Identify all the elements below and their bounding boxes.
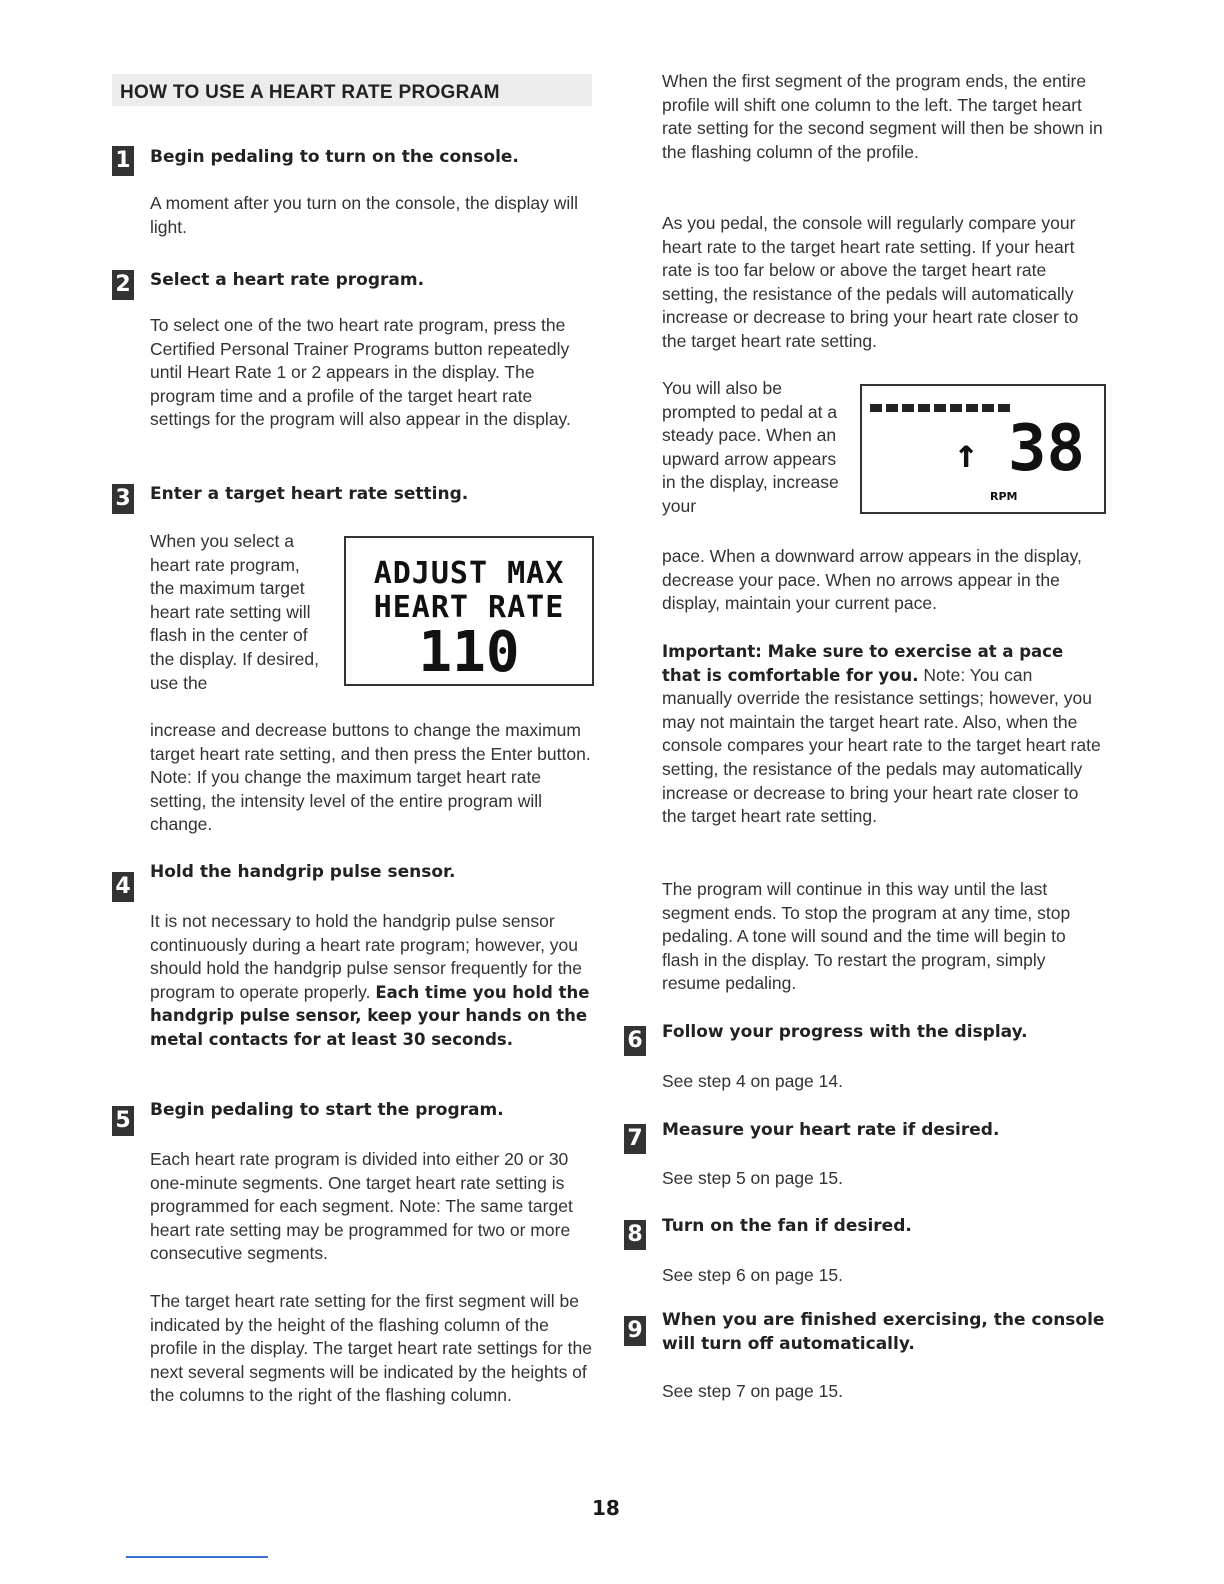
step-9-title: When you are finished exercising, the console will turn off automatically.	[662, 1310, 1105, 1354]
step-number-5: 5	[112, 1106, 134, 1136]
step-5-title: Begin pedaling to start the program.	[150, 1100, 504, 1120]
step-3-body-lead: When you select a heart rate program, the maximum target heart rate setting will flash in the center of the display. If desired, use the	[150, 531, 319, 693]
right-paragraph-3-rest: pace. When a downward arrow appears in the display, decrease your pace. When no arrows appear in the display, maintain your current pace.	[662, 546, 1082, 614]
display-line-1: ADJUST MAX	[373, 556, 565, 591]
footer-rule	[126, 1556, 268, 1558]
step-number-6: 6	[624, 1026, 646, 1056]
step-number-4: 4	[112, 872, 134, 902]
step-1-body: A moment after you turn on the console, the display will light.	[150, 193, 579, 237]
profile-bar	[870, 404, 1010, 412]
up-arrow-icon: ↑	[954, 431, 979, 477]
step-7-body: See step 5 on page 15.	[662, 1168, 843, 1188]
step-5-body-2: The target heart rate setting for the first segment will be indicated by the height of the flashing column of the profile in the display. The target heart rate settings for the next several segments will be indicated by the heights of the columns to the right of the flashing column.	[150, 1291, 592, 1406]
step-5-body: Each heart rate program is divided into either 20 or 30 one-minute segments. One target heart rate setting is programmed for each segment. Note: The same target heart rate setting may be programmed for two or more consecutive segments.	[150, 1149, 573, 1264]
step-3-title: Enter a target heart rate setting.	[150, 484, 469, 504]
step-6-title: Follow your progress with the display.	[662, 1022, 1028, 1042]
step-4-title: Hold the handgrip pulse sensor.	[150, 862, 456, 882]
step-8-body: See step 6 on page 15.	[662, 1265, 843, 1285]
important-bold: Important: Make sure to exercise at a pace that is comfortable for you.	[662, 642, 1064, 685]
rpm-unit: RPM	[990, 490, 1018, 503]
step-2-body: To select one of the two heart rate program, press the Certified Personal Trainer Programs button repeatedly until Heart Rate 1 or 2 appears in the display. The program time and a profile of the target heart rate settings for the program will also appear in the display.	[150, 315, 571, 430]
rpm-value: 38	[1008, 412, 1086, 486]
rpm-display	[860, 384, 1106, 514]
step-number-7: 7	[624, 1124, 646, 1154]
step-6-body: See step 4 on page 14.	[662, 1071, 843, 1091]
step-7-title: Measure your heart rate if desired.	[662, 1120, 1000, 1140]
step-3-body-rest: increase and decrease buttons to change the maximum target heart rate setting, and then press the Enter button. Note: If you change the maximum target heart rate setting, the intensity level of the entire program will change.	[150, 720, 591, 835]
right-paragraph-2: As you pedal, the console will regularly compare your heart rate to the target heart rate setting. If your heart rate is too far below or above the target heart rate setting, the resistance of the pedals will automatically increase or decrease to bring your heart rate closer to the target heart rate setting.	[662, 213, 1079, 351]
step-8-title: Turn on the fan if desired.	[662, 1216, 912, 1236]
step-1-title: Begin pedaling to turn on the console.	[150, 147, 519, 167]
right-paragraph-1: When the first segment of the program ends, the entire profile will shift one column to the left. The target heart rate setting for the second segment will then be shown in the flashing column of the profile.	[662, 71, 1103, 162]
section-title: HOW TO USE A HEART RATE PROGRAM	[112, 74, 592, 106]
right-paragraph-3-lead: You will also be prompted to pedal at a steady pace. When an upward arrow appears in the display, increase your	[662, 378, 839, 516]
step-number-2: 2	[112, 270, 134, 300]
right-paragraph-5: The program will continue in this way until the last segment ends. To stop the program at any time, stop pedaling. A tone will sound and the time will begin to flash in the display. To restart the program, simply resume pedaling.	[662, 879, 1071, 994]
step-number-9: 9	[624, 1316, 646, 1346]
step-number-1: 1	[112, 146, 134, 176]
step-9-body: See step 7 on page 15.	[662, 1381, 843, 1401]
step-number-3: 3	[112, 484, 134, 514]
adjust-max-heart-rate-display	[344, 536, 594, 686]
important-rest: Note: You can manually override the resistance settings; however, you may not maintain the target heart rate. Also, when the console compares your heart rate to the target heart rate setting, the resistance of the pedals may automatically increase or decrease to bring your heart rate closer to the target heart rate setting.	[662, 664, 1101, 827]
display-line-2: HEART RATE	[373, 590, 565, 625]
step-4-body	[150, 910, 595, 1052]
page-number: 18	[592, 1496, 620, 1520]
step-number-8: 8	[624, 1220, 646, 1250]
important-paragraph	[662, 640, 1107, 829]
step-4-body-bold: Each time you hold the handgrip pulse sensor, keep your hands on the metal contacts for at least 30 seconds.	[150, 982, 590, 1049]
step-2-title: Select a heart rate program.	[150, 270, 425, 290]
display-value: 110	[418, 620, 520, 685]
step-4-body-text: It is not necessary to hold the handgrip pulse sensor continuously during a heart rate program; however, you should hold the handgrip pulse sensor frequently for the program to operate properly.	[150, 911, 582, 1002]
